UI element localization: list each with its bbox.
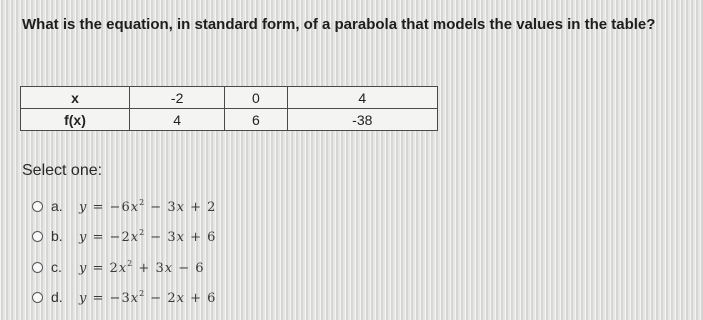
radio-button-c[interactable] — [32, 262, 43, 273]
option-c[interactable] — [32, 257, 205, 277]
select-one-label: Select one: — [22, 162, 103, 179]
option-letter: c. — [51, 259, 62, 275]
option-equation: $y = -6x^2 - 3x + 2$ — [79, 197, 217, 215]
option-equation: $y = 2x^2 + 3x - 6$ — [79, 258, 205, 276]
fx-value-cell: 4 — [130, 109, 225, 131]
x-value-cell: 0 — [225, 87, 287, 109]
table-row-fx — [21, 109, 438, 131]
option-letter: a. — [51, 198, 63, 214]
radio-button-d[interactable] — [32, 292, 43, 303]
option-equation: $y = -2x^2 - 3x + 6$ — [79, 227, 217, 245]
option-letter: d. — [51, 289, 63, 305]
x-header: x — [21, 87, 130, 109]
values-table — [20, 86, 438, 131]
x-value-cell: 4 — [287, 87, 437, 109]
option-a[interactable] — [32, 196, 216, 216]
option-equation: $y = -3x^2 - 2x + 6$ — [79, 288, 217, 306]
fx-value-cell: 6 — [225, 109, 287, 131]
radio-button-b[interactable] — [32, 231, 43, 242]
fx-value-cell: -38 — [287, 109, 437, 131]
radio-button-a[interactable] — [32, 201, 43, 212]
x-value-cell: -2 — [130, 87, 225, 109]
table-row-x — [21, 87, 438, 109]
option-d[interactable] — [32, 287, 216, 307]
question-text: What is the equation, in standard form, of a parabola that models the values in the table? — [22, 16, 656, 33]
option-letter: b. — [51, 228, 63, 244]
option-b[interactable] — [32, 226, 216, 246]
fx-header: f(x) — [21, 109, 130, 131]
